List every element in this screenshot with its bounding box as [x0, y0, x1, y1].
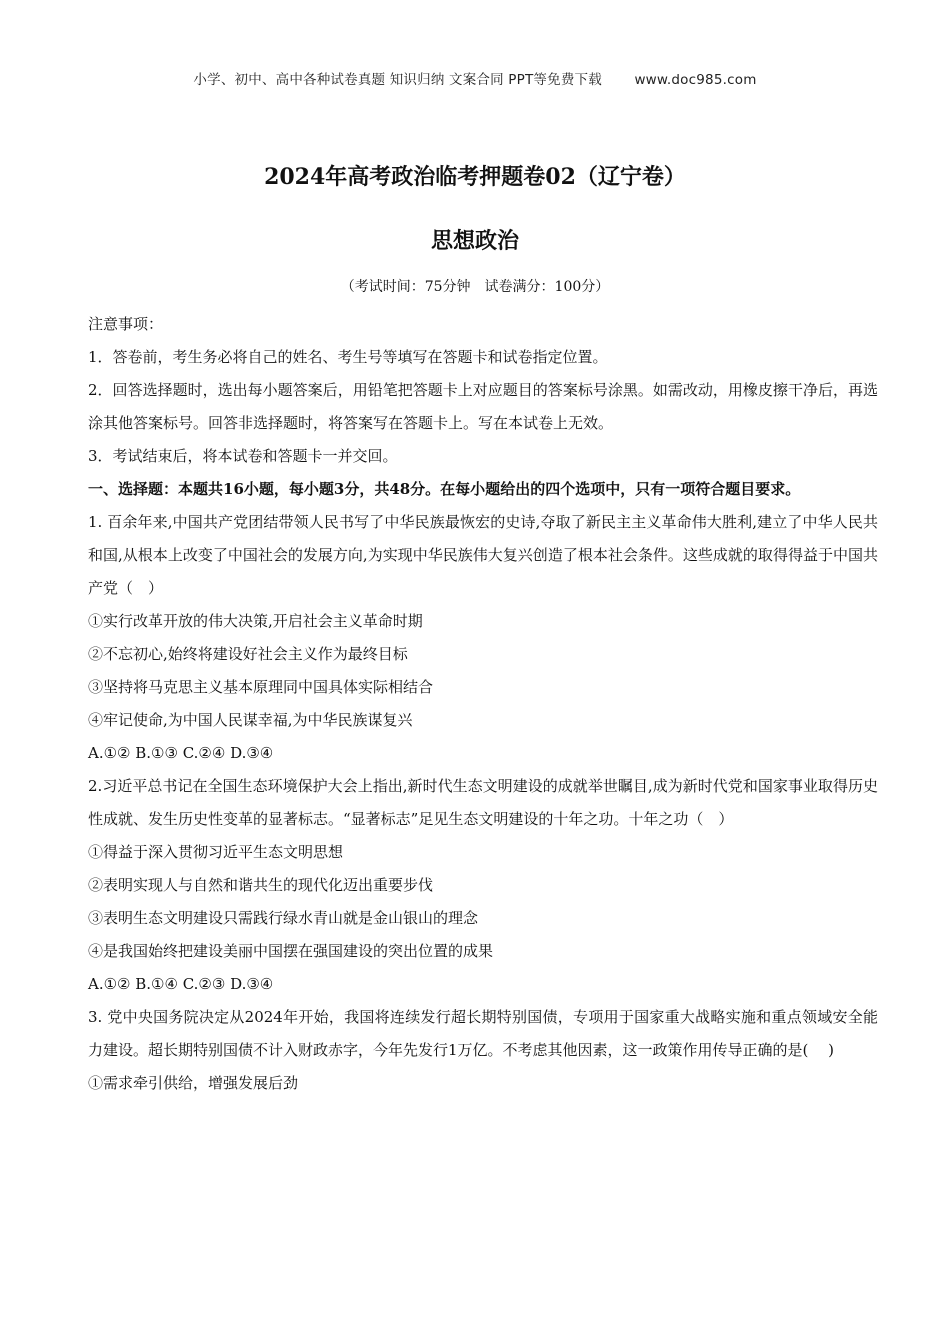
question-item: ③表明生态文明建设只需践行绿水青山就是金山银山的理念	[88, 909, 479, 927]
question-stem: 2.习近平总书记在全国生态环境保护大会上指出,新时代生态文明建设的成就举世瞩目,成为新时代党和国家事业取得历史性成就、发生历史性变革的显著标志。“显著标志”足见生态文明建设的十年之功。十年之功（ ）	[88, 777, 878, 828]
note-item: 3．考试结束后，将本试卷和答题卡一并交回。	[88, 447, 398, 465]
page-header	[0, 68, 950, 88]
question-choices: A.①② B.①④ C.②③ D.③④	[88, 975, 274, 993]
question-item: ②表明实现人与自然和谐共生的现代化迈出重要步伐	[88, 876, 434, 894]
note-item: 1．答卷前，考生务必将自己的姓名、考生号等填写在答题卡和试卷指定位置。	[88, 348, 608, 366]
question-stem: 1. 百余年来,中国共产党团结带领人民书写了中华民族最恢宏的史诗,夺取了新民主主义革命伟大胜利,建立了中华人民共和国,从根本上改变了中国社会的发展方向,为实现中华民族伟大复兴创造了根本社会条件。这些成就的取得得益于中国共产党（ ）	[88, 513, 878, 597]
question-item: ①实行改革开放的伟大决策,开启社会主义革命时期	[88, 612, 423, 630]
exam-title: 2024年高考政治临考押题卷02（辽宁卷）	[264, 164, 686, 190]
notes-heading: 注意事项：	[88, 315, 164, 333]
question-item: ①得益于深入贯彻习近平生态文明思想	[88, 843, 344, 861]
note-item: 2．回答选择题时，选出每小题答案后，用铅笔把答题卡上对应题目的答案标号涂黑。如需改动，用橡皮擦干净后，再选涂其他答案标号。回答非选择题时，将答案写在答题卡上。写在本试卷上无效。	[88, 381, 878, 432]
exam-info: （考试时间：75分钟 试卷满分：100分）	[340, 279, 610, 295]
question-item: ④牢记使命,为中国人民谋幸福,为中华民族谋复兴	[88, 711, 413, 729]
question-item: ②不忘初心,始终将建设好社会主义作为最终目标	[88, 645, 408, 663]
exam-body	[88, 308, 878, 1100]
exam-subject: 思想政治	[430, 228, 519, 254]
question-item: ①需求牵引供给，增强发展后劲	[88, 1074, 299, 1092]
header-text: 小学、初中、高中各种试卷真题 知识归纳 文案合同 PPT等免费下载	[193, 72, 602, 88]
question-item: ③坚持将马克思主义基本原理同中国具体实际相结合	[88, 678, 434, 696]
question-choices: A.①② B.①③ C.②④ D.③④	[88, 744, 274, 762]
header-site-link[interactable]: www.doc985.com	[634, 72, 757, 88]
section-heading: 一、选择题：本题共16小题，每小题3分，共48分。在每小题给出的四个选项中，只有一项符合题目要求。	[88, 480, 801, 498]
question-item: ④是我国始终把建设美丽中国摆在强国建设的突出位置的成果	[88, 942, 494, 960]
question-stem: 3. 党中央国务院决定从2024年开始，我国将连续发行超长期特别国债，专项用于国家重大战略实施和重点领域安全能力建设。超长期特别国债不计入财政赤字，今年先发行1万亿。不考虑其他因素，这一政策作用传导正确的是( )	[88, 1008, 878, 1059]
